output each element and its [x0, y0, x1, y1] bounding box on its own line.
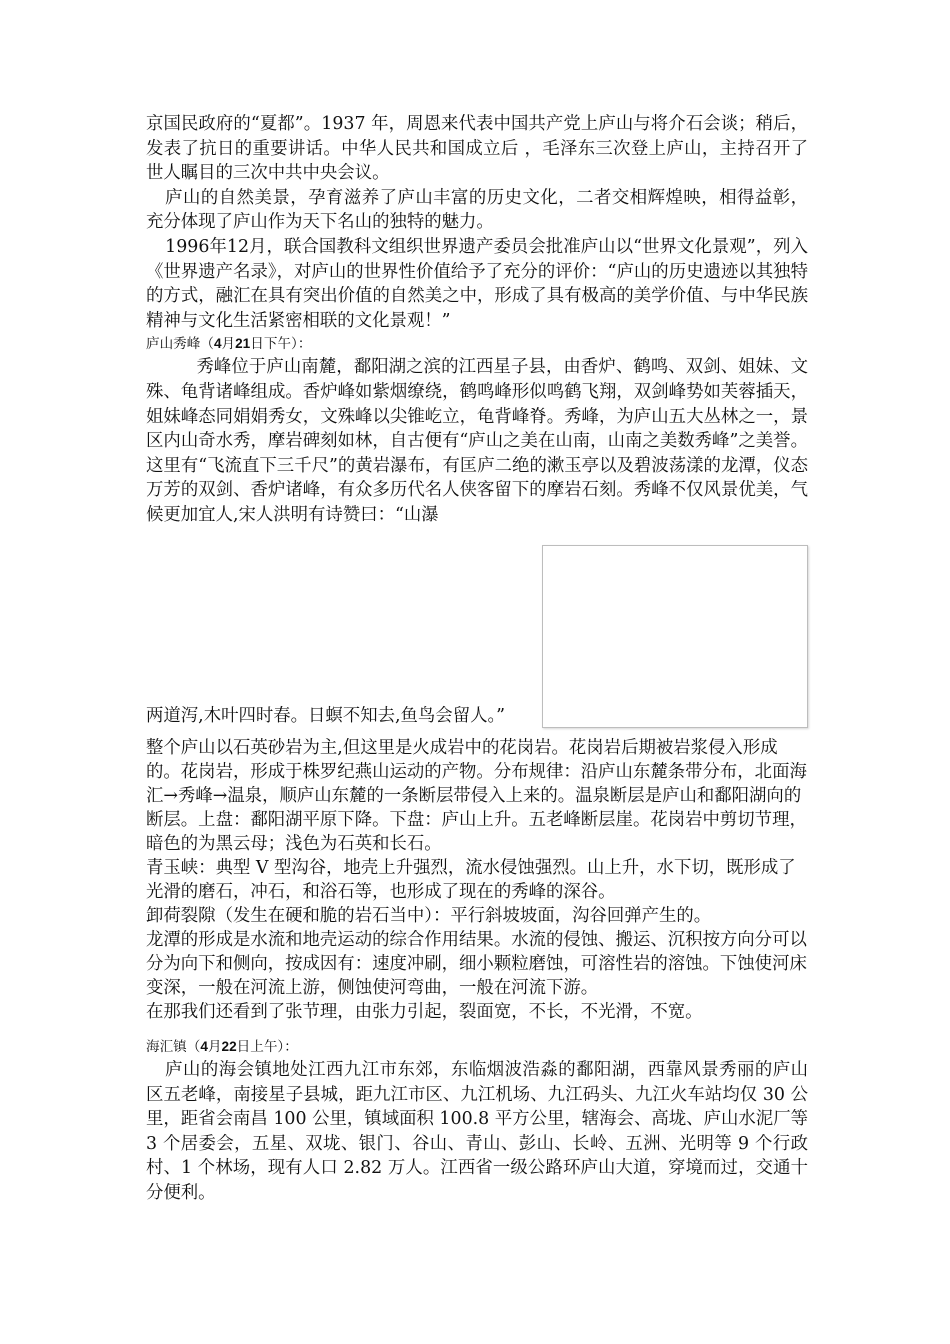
document-page: [146, 112, 808, 1203]
haihui-heading-month-unit: 月: [207, 1039, 222, 1055]
geology-notes: [146, 736, 808, 1024]
geology-paragraph-qingyu-gorge: 青玉峡：典型 V 型沟谷，地壳上升强烈，流水侵蚀强烈。山上升，水下切，既形成了光滑的磨石，冲石，和浴石等，也形成了现在的秀峰的深谷。: [146, 858, 796, 902]
geology-paragraph-unloading-fissure: 卸荷裂隙（发生在硬和脆的岩石当中）：平行斜坡坡面，沟谷回弹产生的。: [146, 906, 712, 926]
geology-paragraph-dragon-pool: 龙潭的形成是水流和地壳运动的综合作用结果。水流的侵蚀、搬运、沉积按方向分可以分为向下和侧向，按成因有：速度冲刷，细小颗粒磨蚀，可溶性岩的溶蚀。下蚀使河床变深，一般在河流上游，侧蚀使河弯曲，一般在河流下游。: [146, 930, 807, 998]
intro-paragraph-2: 庐山的自然美景，孕育滋养了庐山丰富的历史文化，二者交相辉煌映，相得益彰，充分体现了庐山作为天下名山的独特的魅力。: [146, 187, 808, 233]
haihui-heading-day: 22: [221, 1039, 237, 1054]
haihui-section: [146, 1036, 808, 1206]
geology-paragraph-tension-joint: 在那我们还看到了张节理，由张力引起，裂面宽，不长，不光滑，不宽。: [146, 1002, 703, 1022]
xiufeng-paragraph-1: 秀峰位于庐山南麓，鄱阳湖之滨的江西星子县，由香炉、鹤鸣、双剑、姐妹、文殊、龟背诸峰组成。香炉峰如紫烟缭绕，鹤鸣峰形似鸣鹤飞翔，双剑峰势如芙蓉插天，姐妹峰态同娟娟秀女，文殊峰以尖锥屹立，龟背峰脊。秀峰，为庐山五大丛林之一，景区内山奇水秀，摩岩碑刻如林，自古便有“庐山之美在山南，山南之美数秀峰”之美誉。这里有“飞流直下三千尺”的黄岩瀑布，有匡庐二绝的漱玉亭以及碧波荡漾的龙潭，仪态万芳的双剑、香炉诸峰，有众多历代名人侠客留下的摩岩石刻。秀峰不仅风景优美，气候更加宜人,宋人洪明有诗赞曰：“山瀑: [146, 357, 808, 525]
xiufeng-heading-suffix: 日下午）：: [250, 336, 312, 353]
haihui-heading-month: 4: [200, 1039, 208, 1054]
xiufeng-heading-day: 21: [235, 336, 251, 352]
intro-paragraph-1: 京国民政府的“夏都”。1937 年，周恩来代表中国共产党上庐山与将介石会谈；稍后，发表了抗日的重要讲话。中华人民共和国成立后 ，毛泽东三次登上庐山，主持召开了世人瞩目的三次中共中央会议。: [146, 114, 808, 184]
photo-placeholder: [542, 545, 808, 728]
haihui-heading-suffix: 日上午）：: [236, 1039, 298, 1055]
haihui-heading-prefix: 海汇镇（: [146, 1039, 201, 1055]
xiufeng-heading-prefix: 庐山秀峰（: [146, 336, 214, 353]
geology-paragraph-granite: 整个庐山以石英砂岩为主,但这里是火成岩中的花岗岩。花岗岩后期被岩浆侵入形成的。花岗岩，形成于株罗纪燕山运动的产物。分布规律：沿庐山东麓条带分布，北面海汇→秀峰→温泉，顺庐山东麓的一条断层带侵入上来的。温泉断层是庐山和鄱阳湖向的断层。上盘：鄱阳湖平原下降。下盘：庐山上升。五老峰断层崖。花岗岩中剪切节理，暗色的为黑云母；浅色为石英和长石。: [146, 738, 807, 854]
intro-paragraph-3: 1996年12月，联合国教科文组织世界遗产委员会批准庐山以“世界文化景观”，列入《世界遗产名录》，对庐山的世界性价值给予了充分的评价：“庐山的历史遗迹以其独特的方式，融汇在具有突出价值的自然美之中，形成了具有极高的美学价值、与中华民族精神与文化生活紧密相联的文化景观！”: [146, 236, 808, 331]
haihui-paragraph-1: 庐山的海会镇地处江西九江市东郊，东临烟波浩淼的鄱阳湖，西靠风景秀丽的庐山区五老峰，南接星子县城，距九江市区、九江机场、九江码头、九江火车站均仅 30 公里，距省会南昌 100 公里，镇域面积 100.8 平方公里，辖海会、高垅、庐山水泥厂等 3 个居委会，五星、双垅、银门、谷山、青山、彭山、长岭、五洲、光明等 9 个行政村、1 个林场，现有人口 2.82 万人。江西省一级公路环庐山大道，穿境而过，交通十分便利。: [146, 1060, 808, 1203]
xiufeng-heading-month: 4: [213, 336, 222, 352]
xiufeng-heading-month-unit: 月: [221, 336, 236, 353]
xiufeng-heading: [146, 333, 808, 355]
poem-ending-line: 两道泻,木叶四时春。日螟不知去,鱼鸟会留人。”: [146, 706, 506, 726]
haihui-heading: [146, 1036, 808, 1058]
